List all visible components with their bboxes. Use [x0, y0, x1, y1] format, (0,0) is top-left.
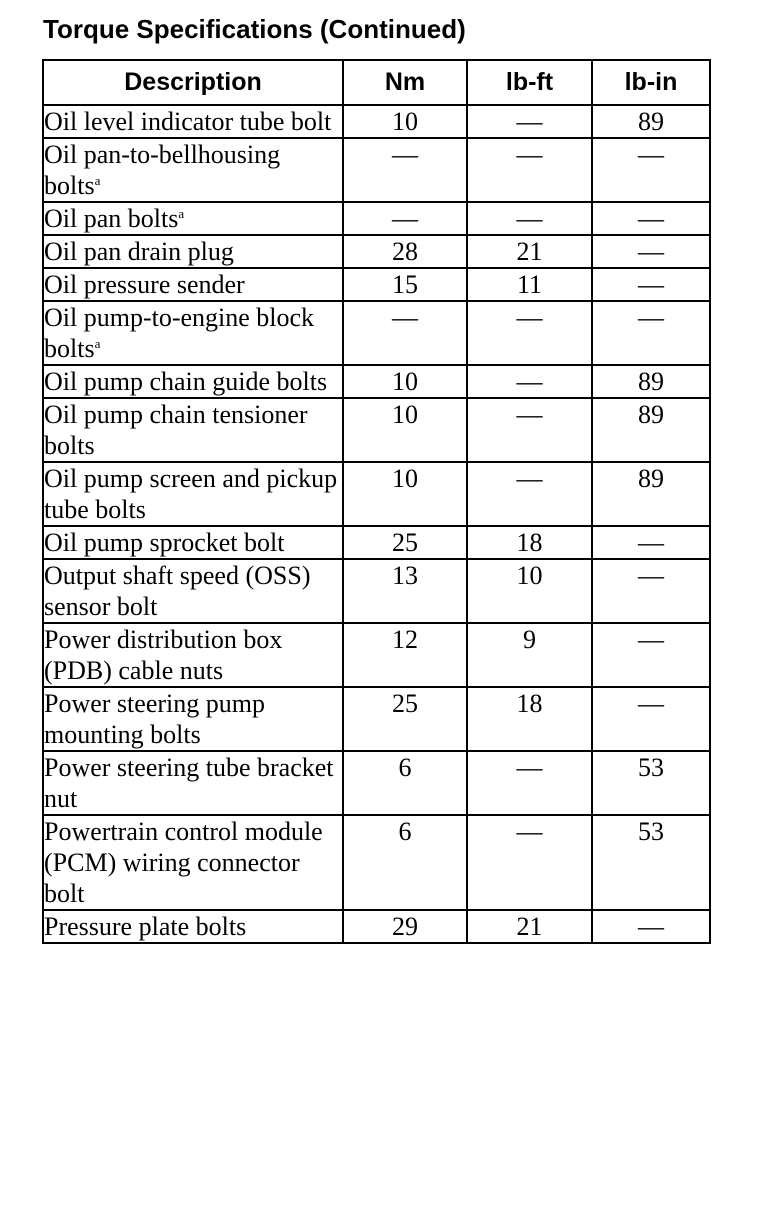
- table-row: [43, 526, 710, 559]
- lbin-cell: 89: [592, 365, 710, 398]
- description-cell: Oil pump-to-engine block bolts$^a$: [43, 301, 343, 365]
- lbft-cell: —: [467, 138, 592, 202]
- lbft-cell: —: [467, 751, 592, 815]
- lbft-cell: 21: [467, 235, 592, 268]
- nm-cell: 6: [343, 815, 467, 910]
- description-cell: Power steering pump mounting bolts: [43, 687, 343, 751]
- description-cell: Oil pan bolts$^a$: [43, 202, 343, 235]
- table-row: [43, 268, 710, 301]
- description-cell: Output shaft speed (OSS) sensor bolt: [43, 559, 343, 623]
- table-row: [43, 559, 710, 623]
- description-cell: Oil pump chain guide bolts: [43, 365, 343, 398]
- nm-cell: 10: [343, 398, 467, 462]
- lbin-cell: —: [592, 268, 710, 301]
- description-cell: Oil pan-to-bellhousing bolts$^a$: [43, 138, 343, 202]
- table-row: [43, 138, 710, 202]
- lbin-cell: —: [592, 687, 710, 751]
- nm-cell: 12: [343, 623, 467, 687]
- description-cell: Oil pressure sender: [43, 268, 343, 301]
- table-row: [43, 910, 710, 943]
- footnote-mark: a: [94, 173, 101, 188]
- nm-cell: 28: [343, 235, 467, 268]
- lbft-cell: —: [467, 301, 592, 365]
- torque-spec-table: [42, 59, 711, 944]
- description-cell: Oil pump sprocket bolt: [43, 526, 343, 559]
- footnote-mark: a: [94, 336, 101, 351]
- lbft-cell: —: [467, 105, 592, 138]
- nm-cell: —: [343, 138, 467, 202]
- header-description: Description: [43, 60, 343, 105]
- description-cell: Oil level indicator tube bolt: [43, 105, 343, 138]
- description-cell: Oil pan drain plug: [43, 235, 343, 268]
- lbin-cell: 53: [592, 751, 710, 815]
- lbin-cell: —: [592, 623, 710, 687]
- description-cell: Power distribution box (PDB) cable nuts: [43, 623, 343, 687]
- table-row: [43, 202, 710, 235]
- description-cell: Powertrain control module (PCM) wiring connector bolt: [43, 815, 343, 910]
- table-row: [43, 398, 710, 462]
- lbft-cell: —: [467, 815, 592, 910]
- table-row: [43, 462, 710, 526]
- description-cell: Oil pump screen and pickup tube bolts: [43, 462, 343, 526]
- lbin-cell: —: [592, 202, 710, 235]
- nm-cell: 6: [343, 751, 467, 815]
- lbft-cell: 10: [467, 559, 592, 623]
- table-row: [43, 623, 710, 687]
- lbin-cell: —: [592, 138, 710, 202]
- table-row: [43, 751, 710, 815]
- lbft-cell: 9: [467, 623, 592, 687]
- table-row: [43, 301, 710, 365]
- lbin-cell: —: [592, 301, 710, 365]
- table-row: [43, 687, 710, 751]
- lbft-cell: —: [467, 202, 592, 235]
- lbin-cell: 89: [592, 105, 710, 138]
- nm-cell: 25: [343, 687, 467, 751]
- lbft-cell: 18: [467, 526, 592, 559]
- lbft-cell: —: [467, 365, 592, 398]
- nm-cell: 13: [343, 559, 467, 623]
- lbin-cell: —: [592, 526, 710, 559]
- nm-cell: 10: [343, 462, 467, 526]
- nm-cell: 29: [343, 910, 467, 943]
- nm-cell: —: [343, 301, 467, 365]
- header-lbin: lb-in: [592, 60, 710, 105]
- table-row: [43, 235, 710, 268]
- lbft-cell: 11: [467, 268, 592, 301]
- header-lbft: lb-ft: [467, 60, 592, 105]
- description-cell: Oil pump chain tensioner bolts: [43, 398, 343, 462]
- nm-cell: 25: [343, 526, 467, 559]
- lbft-cell: 18: [467, 687, 592, 751]
- nm-cell: 10: [343, 365, 467, 398]
- lbin-cell: 89: [592, 398, 710, 462]
- table-row: [43, 365, 710, 398]
- lbin-cell: —: [592, 235, 710, 268]
- lbft-cell: 21: [467, 910, 592, 943]
- nm-cell: —: [343, 202, 467, 235]
- lbft-cell: —: [467, 462, 592, 526]
- description-cell: Power steering tube bracket nut: [43, 751, 343, 815]
- nm-cell: 15: [343, 268, 467, 301]
- table-header-row: [43, 60, 710, 105]
- lbin-cell: —: [592, 559, 710, 623]
- lbin-cell: 53: [592, 815, 710, 910]
- lbin-cell: 89: [592, 462, 710, 526]
- page-title: Torque Specifications (Continued): [43, 14, 466, 44]
- nm-cell: 10: [343, 105, 467, 138]
- table-row: [43, 105, 710, 138]
- header-nm: Nm: [343, 60, 467, 105]
- description-cell: Pressure plate bolts: [43, 910, 343, 943]
- footnote-mark: a: [178, 206, 185, 221]
- lbin-cell: —: [592, 910, 710, 943]
- lbft-cell: —: [467, 398, 592, 462]
- table-row: [43, 815, 710, 910]
